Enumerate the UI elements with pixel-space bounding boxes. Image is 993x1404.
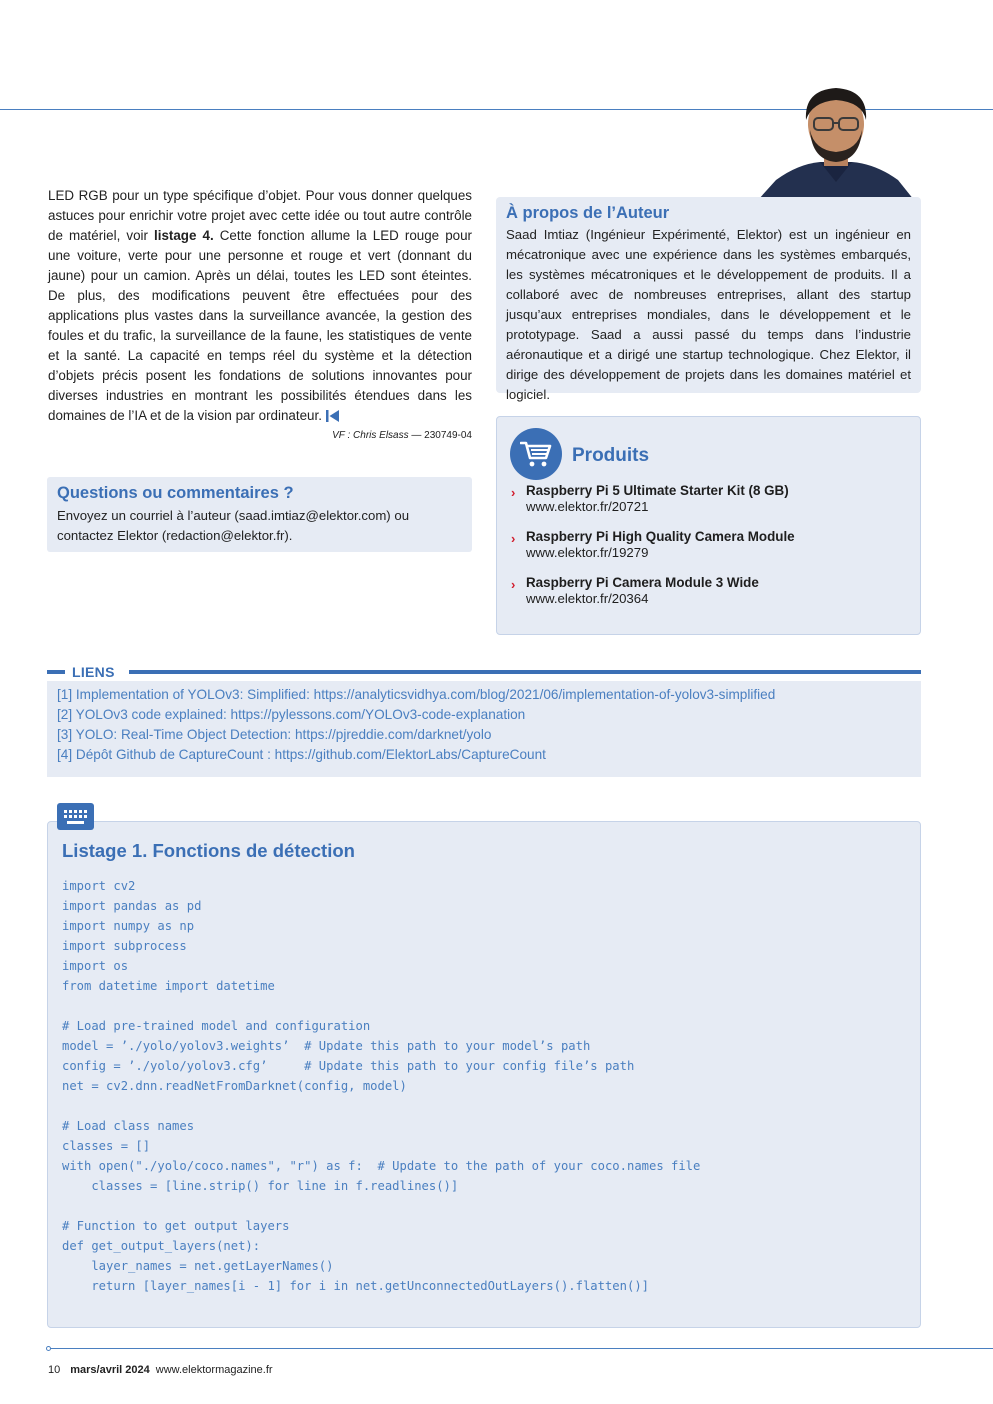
code-listing <box>47 821 921 1328</box>
links-list <box>57 685 775 765</box>
products-list <box>511 483 795 621</box>
product-item[interactable] <box>511 483 795 515</box>
product-link[interactable]: www.elektor.fr/20364 <box>526 591 649 606</box>
author-box <box>496 197 921 402</box>
product-name: Raspberry Pi High Quality Camera Module <box>526 529 795 544</box>
article-body <box>48 186 472 426</box>
article-code: — 230749-04 <box>408 430 472 441</box>
reference-link[interactable]: [1] Implementation of YOLOv3: Simplified: https://analyticsvidhya.com/blog/2021/06/implementation-of-yolov3-simplified <box>57 687 776 702</box>
questions-text: Envoyez un courriel à l’auteur (saad.imtiaz@elektor.com) ou contactez Elektor (redaction@elektor.fr). <box>57 508 410 543</box>
reference-link[interactable]: [2] YOLOv3 code explained: https://pylessons.com/YOLOv3-code-explanation <box>57 707 526 722</box>
keyboard-icon <box>57 803 94 830</box>
chevron-right-icon: › <box>511 531 516 546</box>
listing-title: Listage 1. Fonctions de détection <box>62 840 355 861</box>
links-header <box>47 663 921 681</box>
product-name: Raspberry Pi Camera Module 3 Wide <box>526 575 759 590</box>
links-box <box>47 663 921 777</box>
footer-dot <box>46 1346 51 1351</box>
links-header-bar <box>129 670 921 674</box>
product-link[interactable]: www.elektor.fr/19279 <box>526 545 649 560</box>
product-name: Raspberry Pi 5 Ultimate Starter Kit (8 GB) <box>526 483 789 498</box>
questions-box <box>47 477 472 552</box>
article-text-part1: LED RGB pour un type spécifique d’objet. Pour vous donner quelques astuces pour enrichir votre projet avec cette idée ou tout autre contrôle de matériel, voir <box>48 188 472 243</box>
footer-rule <box>48 1348 993 1349</box>
page-footer <box>48 1364 273 1376</box>
issue-date: mars/avril 2024 <box>70 1364 150 1376</box>
author-bio: Saad Imtiaz (Ingénieur Expérimenté, Elektor) est un ingénieur en mécatronique avec une expérience dans les systèmes embarqués, les systèmes mécatroniques et le développement de produits. Il a collaboré avec de nombreuses entreprises, allant des startup jusqu’aux entreprises mondiales, dans le développement et le prototypage. Saad a aussi passé du temps dans l’industrie aéronautique et a dirigé une startup technologique. Chez Elektor, il dirige des développement de projets dans les domaines matériel et logiciel. <box>506 227 911 402</box>
chevron-right-icon: › <box>511 485 516 500</box>
questions-title: Questions ou commentaires ? <box>57 484 294 502</box>
end-of-article-icon <box>326 410 339 422</box>
article-text-part2: Cette fonction allume la LED rouge pour une voiture, verte pour une personne et rouge et vert (donnant du jaune) pour un camion. Après un délai, toutes les LED sont éteintes. De plus, des modifications peuvent être effectuées pour des applications plus vastes dans la surveillance avancée, la gestion des foules et du trafic, la surveillance de la faune, les statistiques de vente et la santé. La capacité en temps réel du système et la détection d’objets précis posent les fondations de solutions innovantes pour diverses industries en montrant les possibilités étendues dans les domaines de l’IA et de la vision par ordinateur. <box>48 228 472 423</box>
product-item[interactable] <box>511 529 795 561</box>
product-link[interactable]: www.elektor.fr/20721 <box>526 499 649 514</box>
products-box <box>496 416 921 635</box>
author-title: À propos de l’Auteur <box>506 204 670 222</box>
magazine-site[interactable]: www.elektormagazine.fr <box>155 1364 273 1376</box>
author-photo <box>758 78 914 200</box>
reference-link[interactable]: [3] YOLO: Real-Time Object Detection: https://pjreddie.com/darknet/yolo <box>57 727 492 742</box>
listing-reference: listage 4. <box>154 228 214 243</box>
shopping-cart-icon <box>510 428 562 480</box>
chevron-right-icon: › <box>511 577 516 592</box>
product-item[interactable] <box>511 575 795 607</box>
translation-credit <box>48 430 472 441</box>
translator-name: VF : Chris Elsass <box>332 430 409 441</box>
links-header-dash <box>47 670 65 674</box>
code-block: import cv2 import pandas as pd import numpy as np import subprocess import os from datetime import datetime # Load pre-trained model and configuration model = ’./yolo/yolov3.weights’ # Update this path to your model’s path config = ’./yolo/yolov3.cfg’ # Update this path to your config file’s path net = cv2.dnn.readNetFromDarknet(config, model) # Load class names classes = [] with open("./yolo/coco.names", "r") as f: # Update to the path of your coco.names file classes = [line.strip() for line in f.readlines()] # Function to get output layers def get_output_layers(net): layer_names = net.getLayerNames() return [layer_names[i - 1] for i in net.getUnconnectedOutLayers().flatten()] <box>62 879 701 1293</box>
products-title: Produits <box>572 445 650 466</box>
reference-link[interactable]: [4] Dépôt Github de CaptureCount : https://github.com/ElektorLabs/CaptureCount <box>57 747 546 762</box>
page-number: 10 <box>48 1364 61 1376</box>
links-title: LIENS <box>72 664 115 680</box>
